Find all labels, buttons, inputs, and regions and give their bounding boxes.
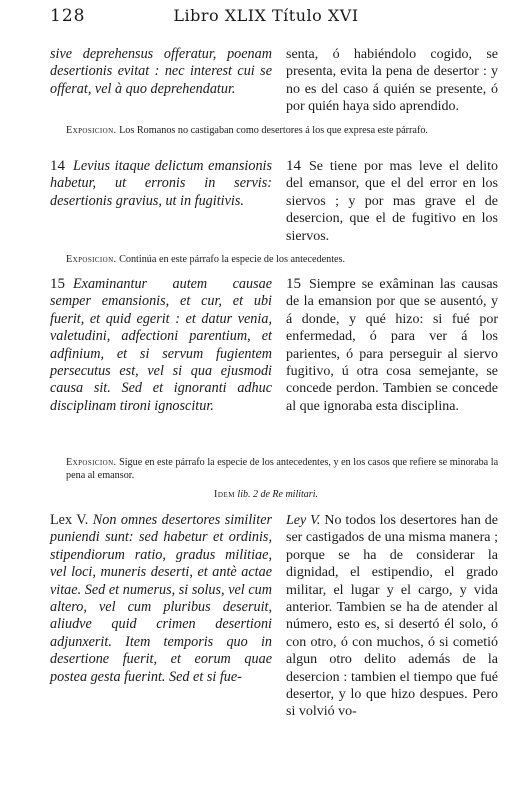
spanish-paragraph-continued: senta, ó habiéndolo cogido, se presenta, evita la pena de desertor : y no es del caso á quién se presente, ó por quién haya sido aprendido. [286, 47, 498, 115]
paragraph-number: 15 [286, 276, 301, 292]
spanish-paragraph-14 [286, 158, 498, 245]
paragraph-number: 14 [50, 158, 65, 174]
latin-paragraph-15 [50, 276, 272, 415]
citation-text: lib. 2 de Re militari. [237, 489, 318, 500]
spanish-ley-v [286, 512, 498, 721]
lex-text: Non omnes desertores similiter puniendi sunt: sed habetur et ordinis, stipendiorum ratio, gradus militiae, vel loci, muneris deserti, et antè actae vitae. Sed et numerus, si solus, vel cum altero, vel cum pluribus deseruit, aliudve quid crimen desertioni adjunxerit. Item temporis quo in desertione fuerit, et eorum quae postea gesta fuerint. Sed et si fue- [50, 512, 273, 685]
exposicion-label: Exposicion. [66, 254, 117, 265]
paragraph-number: 14 [286, 158, 301, 174]
exposicion-text: Continúa en este párrafo la especie de los antecedentes. [119, 254, 346, 265]
page-number: 128 [50, 6, 86, 26]
page-header [0, 6, 532, 32]
latin-paragraph-14 [50, 158, 272, 210]
ley-text: No todos los desertores han de ser castigados de una misma manera ; porque se ha de considerar la dignidad, el estipendio, el grado militar, el lugar y el cargo, y vida anterior. Tambien se ha de atender al número, esto es, si desertó él solo, ó con otro, ó con muchos, ó si cometió algun otro delito además de la desercion : tambien el tiempo que fué desertor, y lo que hizo despues. Pero si volvió vo- [286, 513, 498, 720]
lex-label: Lex V. [50, 512, 89, 528]
paragraph-text: Siempre se exâminan las causas de la emansion por que se ausentó, y á donde, y qué hizo: si fué por enfermedad, ó para ver á los parientes, ó para perseguir al siervo fugitivo, ú otra cosa semejante, se concede perdon. Tambien se concede al que ignoraba esta disciplina. [286, 277, 498, 414]
exposicion-1 [66, 124, 502, 137]
paragraph-text: Levius itaque delictum emansionis habetur, ut erronis in servis: desertionis gravius, ut in fugitivis. [50, 158, 272, 209]
ley-label: Ley V. [286, 513, 321, 528]
spanish-paragraph-15 [286, 276, 498, 415]
paragraph-text: Se tiene por mas leve el delito del emansor, que el del error en los siervos ; y por mas grave el de desercion, que el de fugitivo en los siervos. [286, 159, 498, 244]
exposicion-3 [66, 456, 502, 482]
latin-paragraph-continued: sive deprehensus offeratur, poenam desertionis evitat : nec interest cui se offerat, vel à quo deprehendatur. [50, 46, 272, 97]
exposicion-text: Los Romanos no castigaban como desertores á los que expresa este párrafo. [119, 125, 428, 136]
exposicion-label: Exposicion. [66, 457, 117, 468]
citation-idem: Idem [214, 489, 235, 500]
latin-lex-v [50, 512, 272, 686]
exposicion-2 [66, 253, 502, 266]
source-citation [0, 489, 532, 500]
exposicion-label: Exposicion. [66, 125, 117, 136]
page-title: Libro XLIX Título XVI [173, 6, 359, 25]
paragraph-number: 15 [50, 276, 65, 292]
paragraph-text: Examinantur autem causae semper emansionis, et cur, et ubi fuerit, et quid egerit : et datur venia, valetudini, adfectioni parentium, et adfinium, et si servum fugientem persecutus est, vel si qua ejusmodi causa sit. Sed et ignoranti adhuc disciplinam tironi ignoscitur. [50, 276, 272, 414]
exposicion-text: Sigue en este párrafo la especie de los antecedentes, y en los casos que refiere se minoraba la pena al emansor. [66, 457, 499, 481]
